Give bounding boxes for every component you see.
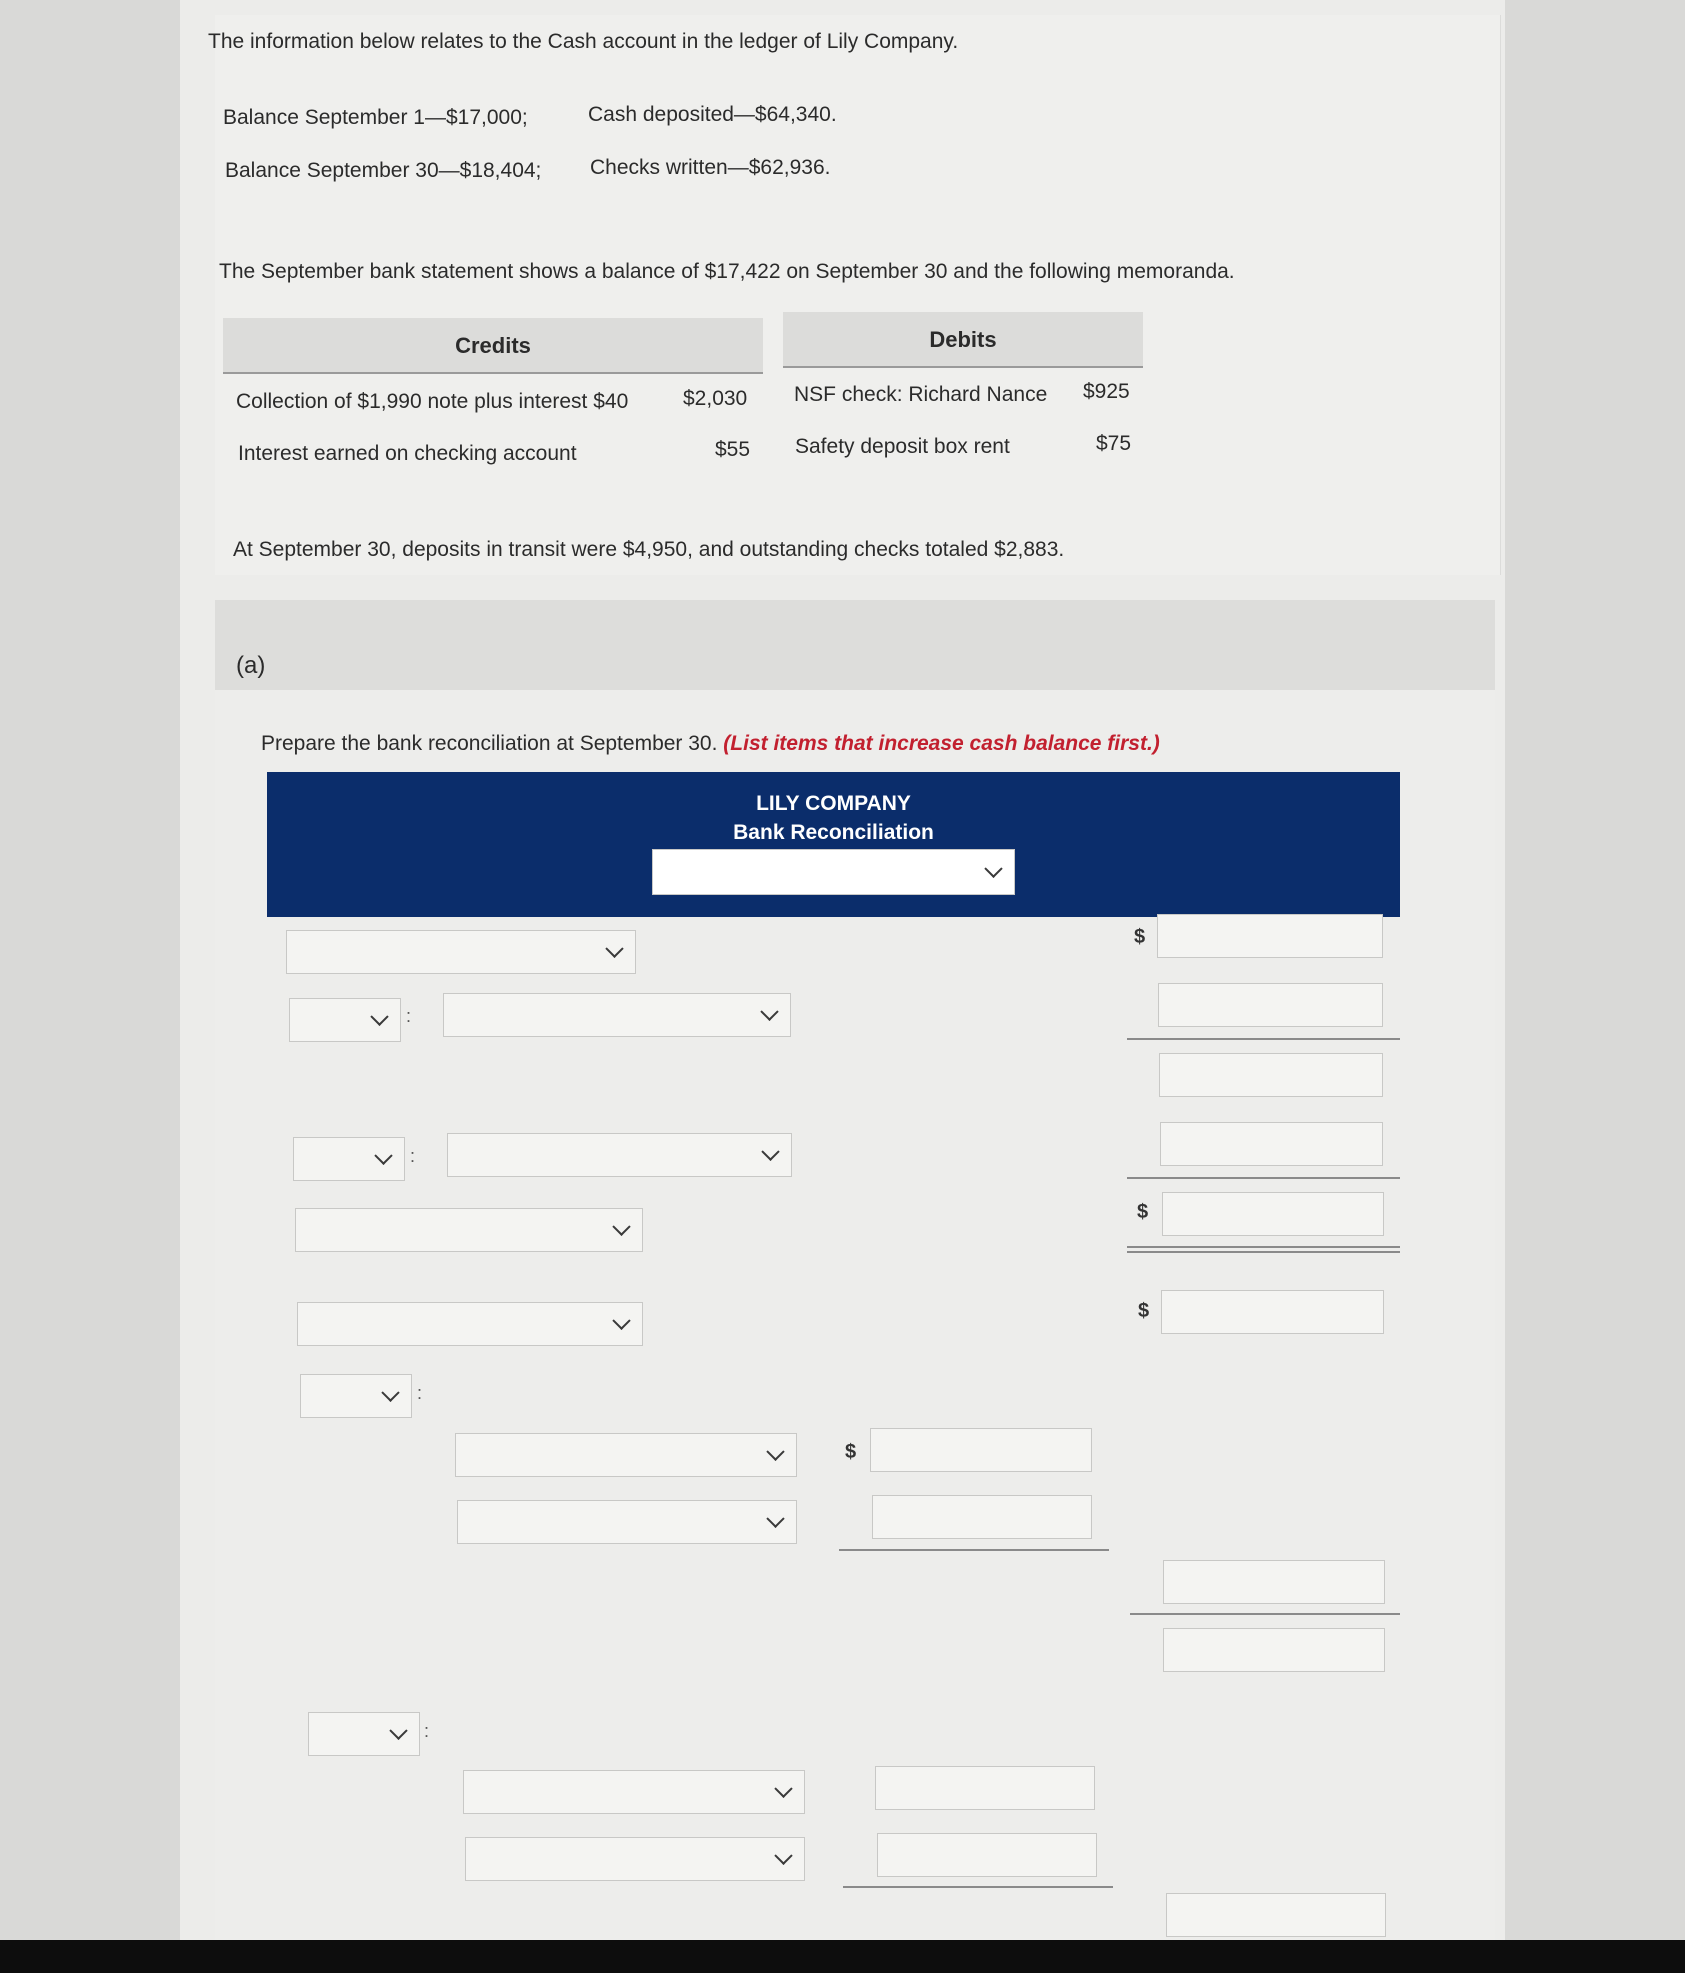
credit-row-amount: $55: [715, 438, 751, 461]
amount-input[interactable]: [1160, 1122, 1383, 1166]
amount-input[interactable]: [875, 1766, 1095, 1810]
chevron-down-icon: [766, 1510, 784, 1528]
debit-row-label: Safety deposit box rent: [795, 435, 1010, 458]
credits-header-rule: [223, 372, 763, 374]
double-underline: [1127, 1246, 1400, 1248]
chevron-down-icon: [761, 1143, 779, 1161]
total-underline: [1127, 1177, 1400, 1179]
currency-symbol: $: [845, 1441, 857, 1463]
amount-input[interactable]: [1157, 914, 1383, 958]
date-select[interactable]: [652, 849, 1015, 895]
chevron-down-icon: [612, 1218, 630, 1236]
colon: :: [417, 1383, 423, 1403]
total-underline: [843, 1886, 1113, 1888]
amount-input[interactable]: [1163, 1560, 1385, 1604]
amount-input[interactable]: [870, 1428, 1092, 1472]
part-a-header: [215, 600, 1495, 690]
item-select[interactable]: [463, 1770, 805, 1814]
add-less-select[interactable]: [289, 998, 401, 1042]
bank-statement-text: The September bank statement shows a balance of $17,422 on September 30 and the following memoranda.: [219, 260, 1235, 283]
colon: :: [406, 1006, 412, 1026]
debit-row-amount: $925: [1083, 380, 1130, 403]
item-select[interactable]: [447, 1133, 792, 1177]
item-select[interactable]: [457, 1500, 797, 1544]
amount-input[interactable]: [1166, 1893, 1386, 1937]
checks-written: Checks written—$62,936.: [590, 156, 831, 179]
instruction: [261, 732, 1160, 756]
item-select[interactable]: [455, 1433, 797, 1477]
chevron-down-icon: [774, 1847, 792, 1865]
total-underline: [1127, 1038, 1400, 1040]
currency-symbol: $: [1137, 1201, 1149, 1223]
credit-row-label: Collection of $1,990 note plus interest $40: [236, 390, 629, 413]
credits-header: Credits: [455, 333, 531, 358]
credit-row-label: Interest earned on checking account: [238, 442, 577, 465]
statement-title: Bank Reconciliation: [733, 821, 934, 844]
balance-sep1: Balance September 1—$17,000;: [223, 106, 528, 129]
amount-input[interactable]: [872, 1495, 1092, 1539]
adjusted-balance-input[interactable]: [1163, 1628, 1385, 1672]
company-name: LILY COMPANY: [756, 792, 911, 815]
chevron-down-icon: [374, 1147, 392, 1165]
chevron-down-icon: [774, 1780, 792, 1798]
debits-header: Debits: [929, 327, 997, 352]
add-less-select[interactable]: [300, 1374, 412, 1418]
chevron-down-icon: [605, 940, 623, 958]
balance-sep30: Balance September 30—$18,404;: [225, 159, 542, 182]
chevron-down-icon: [370, 1008, 388, 1026]
add-less-select[interactable]: [293, 1137, 405, 1181]
amount-input[interactable]: [1161, 1290, 1384, 1334]
chevron-down-icon: [381, 1384, 399, 1402]
double-underline: [1127, 1251, 1400, 1253]
chevron-down-icon: [984, 860, 1002, 878]
item-select[interactable]: [443, 993, 791, 1037]
add-less-select[interactable]: [308, 1712, 420, 1756]
chevron-down-icon: [760, 1003, 778, 1021]
account-select[interactable]: [286, 930, 636, 974]
item-select[interactable]: [465, 1837, 805, 1881]
cash-deposited: Cash deposited—$64,340.: [588, 103, 837, 126]
amount-input[interactable]: [1158, 983, 1383, 1027]
debit-row-label: NSF check: Richard Nance: [794, 383, 1048, 406]
debits-header-rule: [783, 366, 1143, 368]
screen-bezel: [0, 1940, 1685, 1973]
statement-header: [267, 772, 1400, 917]
adjusted-balance-input[interactable]: [1162, 1192, 1384, 1236]
account-select[interactable]: [297, 1302, 643, 1346]
chevron-down-icon: [766, 1443, 784, 1461]
instruction-text: Prepare the bank reconciliation at September 30.: [261, 732, 718, 755]
credit-row-amount: $2,030: [683, 387, 748, 410]
debit-row-amount: $75: [1096, 432, 1132, 455]
chevron-down-icon: [389, 1722, 407, 1740]
total-underline: [1130, 1613, 1400, 1615]
intro-text: The information below relates to the Cash account in the ledger of Lily Company.: [208, 30, 959, 53]
colon: :: [410, 1146, 416, 1166]
total-underline: [839, 1549, 1109, 1551]
colon: :: [424, 1721, 430, 1741]
currency-symbol: $: [1138, 1300, 1150, 1322]
amount-input[interactable]: [1159, 1053, 1383, 1097]
amount-input[interactable]: [877, 1833, 1097, 1877]
account-select[interactable]: [295, 1208, 643, 1252]
transit-text: At September 30, deposits in transit were $4,950, and outstanding checks totaled $2,883.: [233, 538, 1065, 561]
currency-symbol: $: [1134, 926, 1146, 948]
question-panel: [215, 15, 1501, 575]
instruction-hint: (List items that increase cash balance first.): [723, 732, 1160, 755]
chevron-down-icon: [612, 1312, 630, 1330]
part-label: (a): [236, 652, 266, 679]
